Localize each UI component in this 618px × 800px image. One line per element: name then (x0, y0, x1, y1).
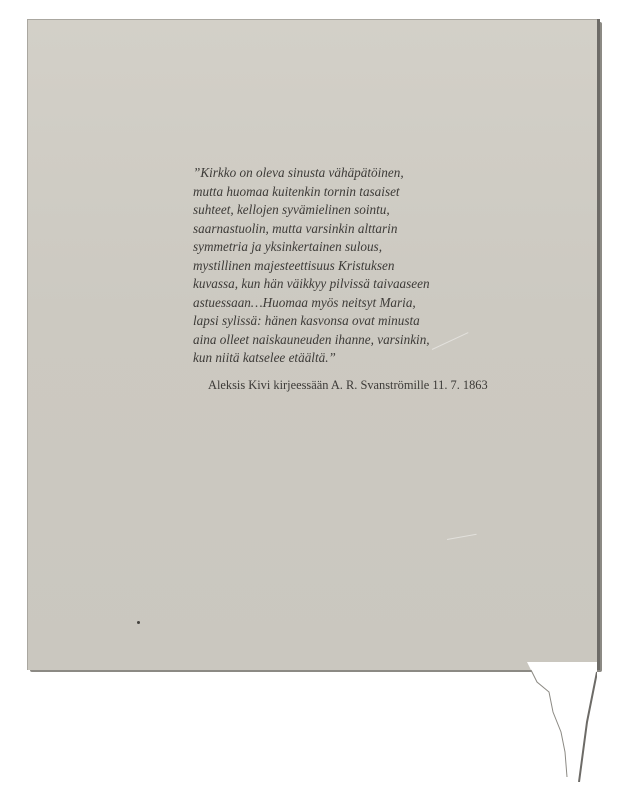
quote-line: lapsi sylissä: hänen kasvonsa ovat minusta (193, 313, 420, 329)
quote-line: kun niitä katselee etäältä.” (193, 350, 336, 366)
attribution: Aleksis Kivi kirjeessään A. R. Svanströmille 11. 7. 1863 (208, 378, 488, 392)
torn-corner (527, 662, 597, 782)
quote-line: mutta huomaa kuitenkin tornin tasaiset (193, 183, 400, 199)
quote-line: mystillinen majesteettisuus Kristuksen (193, 257, 395, 273)
quote-line: kuvassa, kun hän väikkyy pilvissä taivaaseen (193, 276, 430, 292)
quote-line: aina olleet naiskauneuden ihanne, varsinkin, (193, 331, 430, 347)
dust-spot (137, 621, 140, 624)
paper-scratch (447, 534, 477, 540)
quote-line: symmetria ja yksinkertainen sulous, (193, 239, 382, 255)
quote-block (193, 164, 493, 368)
quote-line: suhteet, kellojen syvämielinen sointu, (193, 202, 390, 218)
quote-line: astuessaan…Huomaa myös neitsyt Maria, (193, 294, 416, 310)
quote-line: saarnastuolin, mutta varsinkin alttarin (193, 220, 398, 236)
quote-line: ”Kirkko on oleva sinusta vähäpätöinen, (193, 165, 404, 180)
